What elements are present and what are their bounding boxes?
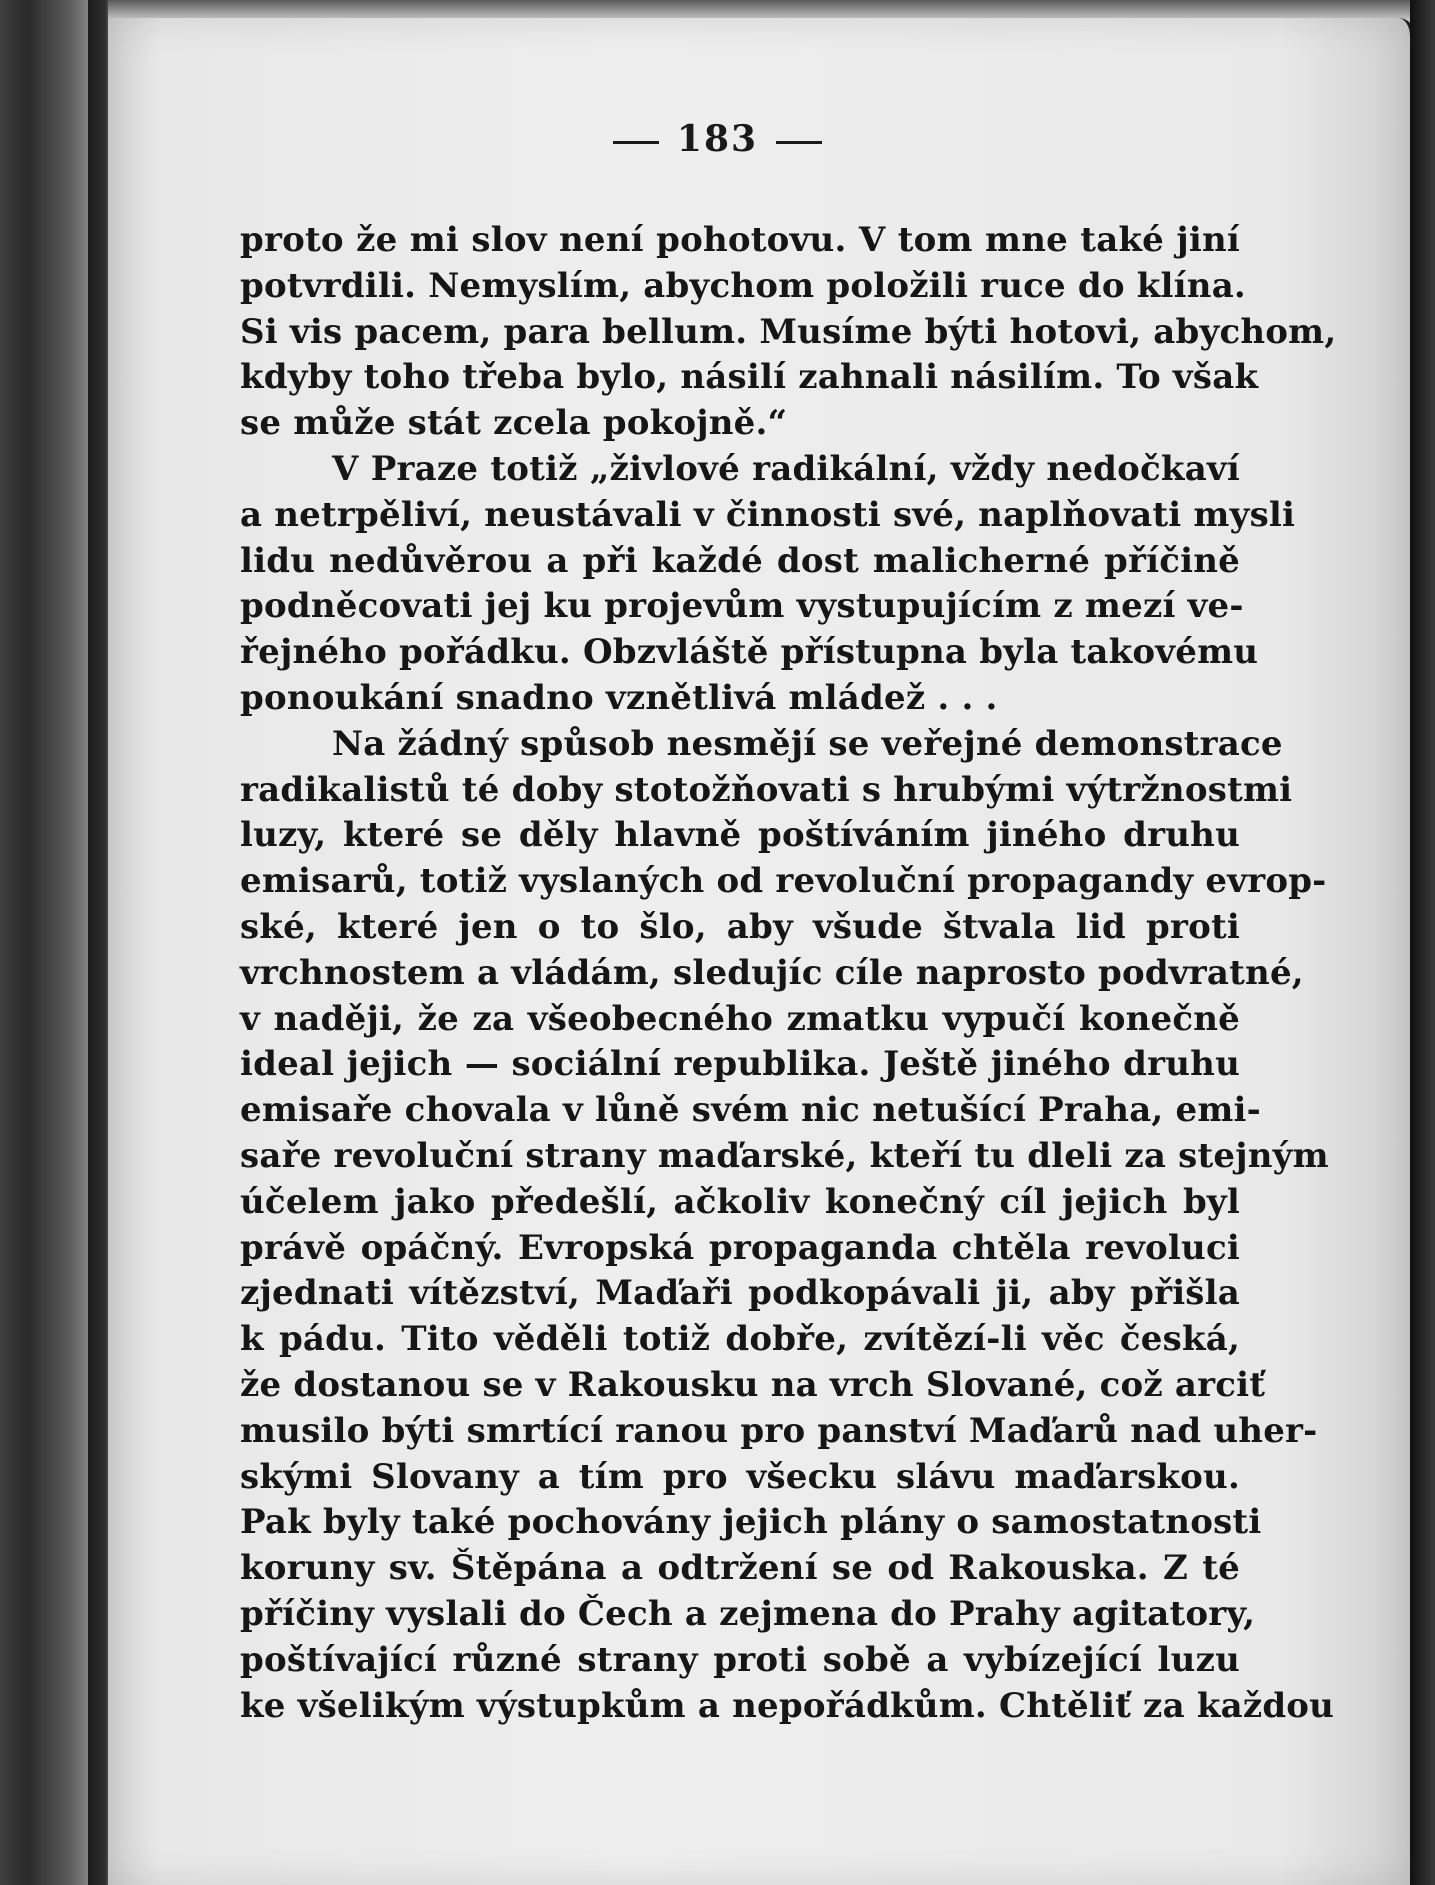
text-line: ke všelikým výstupkům a nepořádkům. Chtěliť za každou bbox=[240, 1685, 1335, 1726]
page-number-value: 183 bbox=[676, 118, 759, 160]
text-line: účelem jako předešlí, ačkoliv konečný cíl jejich byl bbox=[240, 1181, 1240, 1222]
text-line: koruny sv. Štěpána a odtržení se od Rakouska. Z té bbox=[240, 1548, 1240, 1589]
text-line: k pádu. Tito věděli totiž dobře, zvítězí-li věc česká, bbox=[240, 1319, 1240, 1360]
text-line: v naději, že za všeobecného zmatku vypučí konečně bbox=[240, 998, 1240, 1039]
text-line: lidu nedůvěrou a při každé dost malicherné příčině bbox=[240, 540, 1240, 581]
page-number-dash-right bbox=[776, 141, 822, 144]
text-line: musilo býti smrtící ranou pro panství Maďarů nad uher- bbox=[240, 1410, 1318, 1451]
text-line: Si vis pacem, para bellum. Musíme býti hotovi, abychom, bbox=[240, 311, 1337, 352]
text-line: emisaře chovala v lůně svém nic netušící Praha, emi- bbox=[240, 1090, 1261, 1131]
text-line: proto že mi slov není pohotovu. V tom mne také jiní bbox=[240, 220, 1240, 260]
text-line: ské, které jen o to šlo, aby všude štvala lid proti bbox=[240, 906, 1240, 947]
left-page-edge bbox=[0, 0, 92, 1885]
text-line: podněcovati jej ku projevům vystupujícím z mezí ve- bbox=[240, 586, 1244, 627]
text-line: poštívající různé strany proti sobě a vybízející luzu bbox=[240, 1639, 1240, 1680]
text-line: skými Slovany a tím pro všecku slávu maďarskou. bbox=[240, 1456, 1240, 1497]
text-line: právě opáčný. Evropská propaganda chtěla revoluci bbox=[240, 1227, 1240, 1268]
text-line: potvrdili. Nemyslím, abychom položili ruce do klína. bbox=[240, 265, 1246, 306]
right-page-shadow bbox=[1410, 0, 1435, 1885]
page-number-dash-left bbox=[613, 141, 659, 144]
text-line: vrchnostem a vládám, sledujíc cíle naprosto podvratné, bbox=[240, 952, 1304, 993]
text-line: se může stát zcela pokojně.“ bbox=[240, 403, 788, 444]
text-line: kdyby toho třeba bylo, násilí zahnali násilím. To však bbox=[240, 357, 1259, 398]
page-number bbox=[0, 118, 1435, 160]
paragraph-start-line: Na žádný spůsob nesmějí se veřejné demonstrace bbox=[332, 723, 1283, 764]
body-text bbox=[240, 218, 1337, 1729]
text-line: a netrpěliví, neustávali v činnosti své, naplňovati mysli bbox=[240, 494, 1296, 535]
text-line: Pak byly také pochovány jejich plány o samostatnosti bbox=[240, 1502, 1262, 1543]
text-line: zjednati vítězství, Maďaři podkopávali ji, aby přišla bbox=[240, 1273, 1240, 1314]
text-line: luzy, které se děly hlavně poštíváním jiného druhu bbox=[240, 815, 1240, 856]
text-line: emisarů, totiž vyslaných od revoluční propagandy evrop- bbox=[240, 861, 1327, 902]
text-line: radikalistů té doby stotožňovati s hrubými výtržnostmi bbox=[240, 769, 1293, 810]
text-line: ideal jejich — sociální republika. Ještě jiného druhu bbox=[240, 1044, 1240, 1085]
text-line: že dostanou se v Rakousku na vrch Slované, což arciť bbox=[240, 1364, 1266, 1405]
text-line: příčiny vyslali do Čech a zejmena do Prahy agitatory, bbox=[240, 1593, 1256, 1634]
text-line: ponoukání snadno vznětlivá mládež . . . bbox=[240, 677, 998, 718]
paragraph-start-line: V Praze totiž „živlové radikální, vždy nedočkaví bbox=[332, 448, 1240, 489]
text-line: řejného pořádku. Obzvláště přístupna byla takovému bbox=[240, 632, 1259, 673]
text-line: saře revoluční strany maďarské, kteří tu dleli za stejným bbox=[240, 1135, 1329, 1176]
